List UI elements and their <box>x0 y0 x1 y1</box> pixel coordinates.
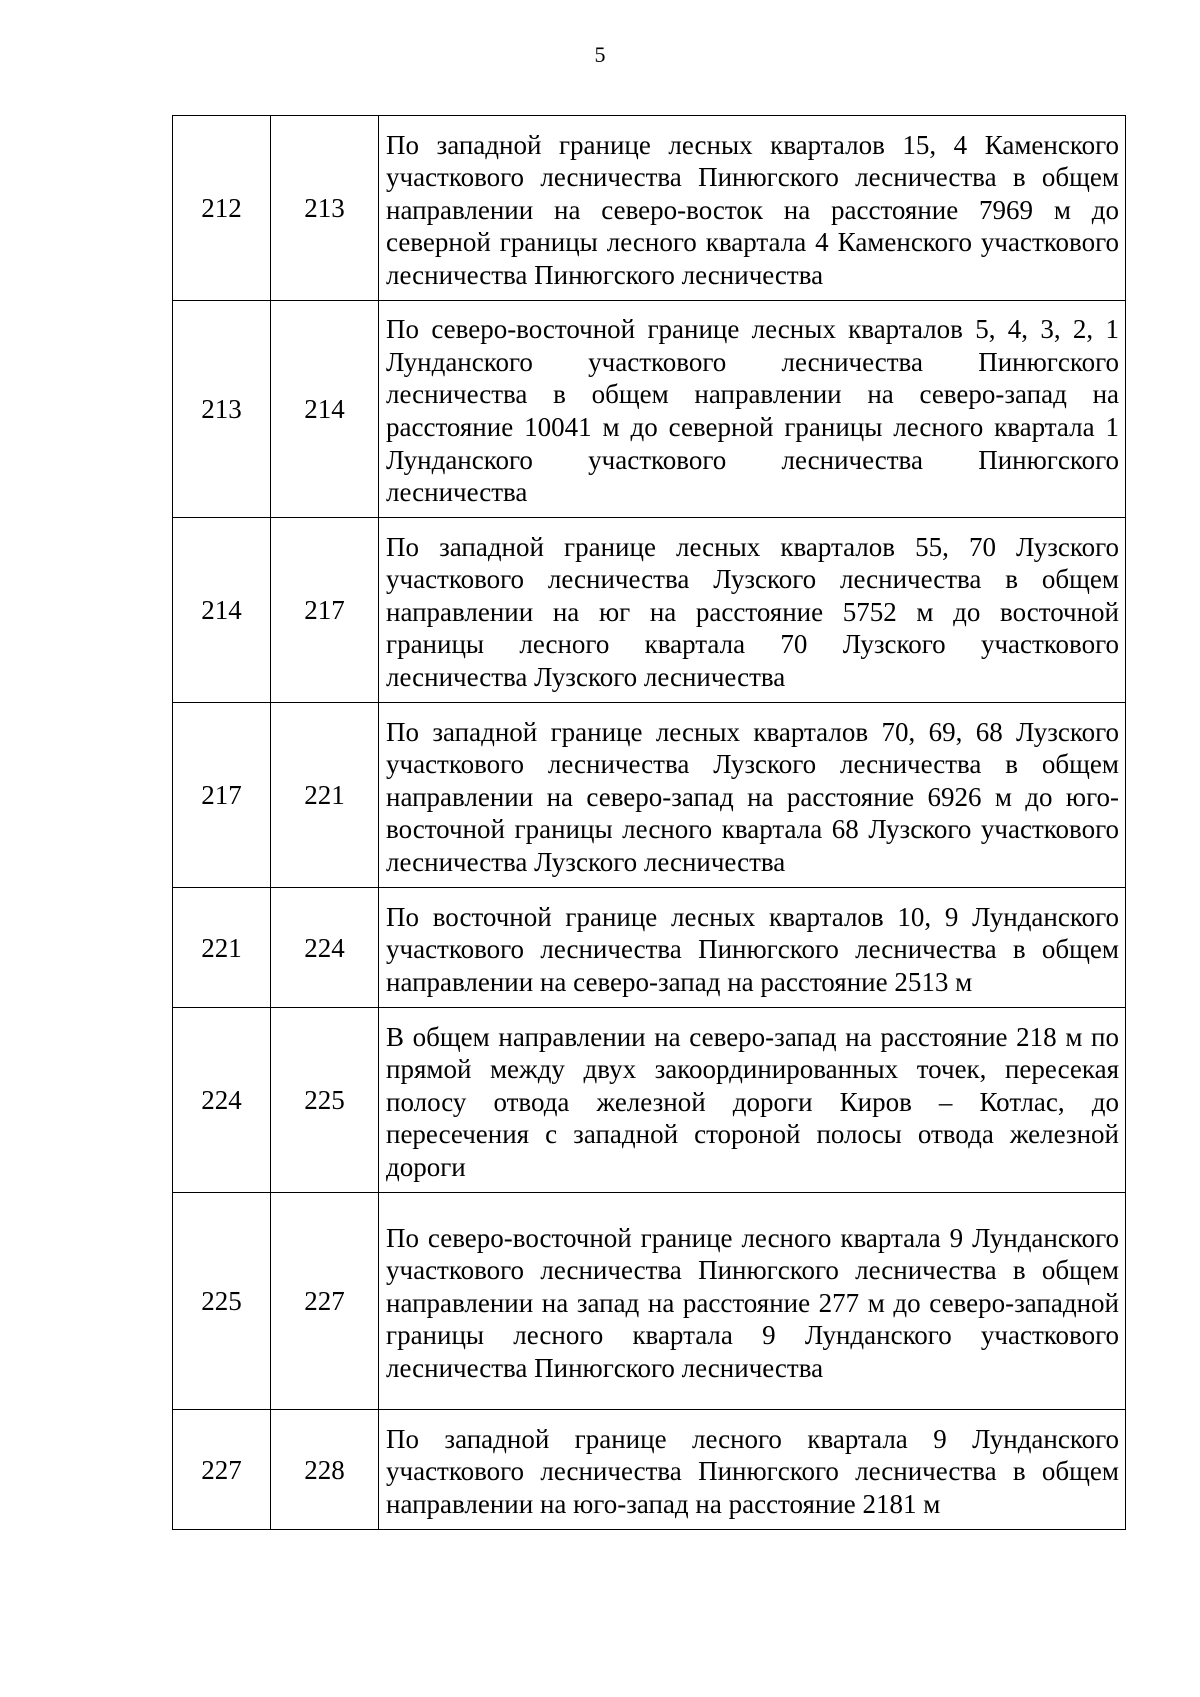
boundary-table <box>172 115 1126 1530</box>
to-point-cell: 213 <box>271 116 379 301</box>
table-row <box>173 1193 1126 1410</box>
from-point-cell: 221 <box>173 888 271 1008</box>
page-number: 5 <box>594 42 606 67</box>
table-row <box>173 703 1126 888</box>
table-row <box>173 116 1126 301</box>
from-point-cell: 224 <box>173 1008 271 1193</box>
from-point-cell: 214 <box>173 518 271 703</box>
to-point-cell: 225 <box>271 1008 379 1193</box>
description-cell: В общем направлении на северо-запад на расстояние 218 м по прямой между двух закоординированных точек, пересекая полосу отвода железной дороги Киров – Котлас, до пересечения с западной стороной полосы отвода железной дороги <box>379 1008 1126 1193</box>
from-point-cell: 212 <box>173 116 271 301</box>
table-row <box>173 518 1126 703</box>
description-cell: По западной границе лесных кварталов 15, 4 Каменского участкового лесничества Пинюгского лесничества в общем направлении на северо-восток на расстояние 7969 м до северной границы лесного квартала 4 Каменского участкового лесничества Пинюгского лесничества <box>379 116 1126 301</box>
to-point-cell: 224 <box>271 888 379 1008</box>
from-point-cell: 227 <box>173 1410 271 1530</box>
description-cell: По северо-восточной границе лесных кварталов 5, 4, 3, 2, 1 Лунданского участкового лесничества Пинюгского лесничества в общем направлении на северо-запад на расстояние 10041 м до северной границы лесного квартала 1 Лунданского участкового лесничества Пинюгского лесничества <box>379 301 1126 518</box>
to-point-cell: 214 <box>271 301 379 518</box>
to-point-cell: 228 <box>271 1410 379 1530</box>
to-point-cell: 217 <box>271 518 379 703</box>
from-point-cell: 225 <box>173 1193 271 1410</box>
table-row <box>173 888 1126 1008</box>
description-cell: По северо-восточной границе лесного квартала 9 Лунданского участкового лесничества Пинюгского лесничества в общем направлении на запад на расстояние 277 м до северо-западной границы лесного квартала 9 Лунданского участкового лесничества Пинюгского лесничества <box>379 1193 1126 1410</box>
to-point-cell: 227 <box>271 1193 379 1410</box>
description-cell: По восточной границе лесных кварталов 10, 9 Лунданского участкового лесничества Пинюгского лесничества в общем направлении на северо-запад на расстояние 2513 м <box>379 888 1126 1008</box>
description-cell: По западной границе лесного квартала 9 Лунданского участкового лесничества Пинюгского лесничества в общем направлении на юго-запад на расстояние 2181 м <box>379 1410 1126 1530</box>
to-point-cell: 221 <box>271 703 379 888</box>
from-point-cell: 217 <box>173 703 271 888</box>
table-row <box>173 301 1126 518</box>
description-cell: По западной границе лесных кварталов 70, 69, 68 Лузского участкового лесничества Лузского лесничества в общем направлении на северо-запад на расстояние 6926 м до юго-восточной границы лесного квартала 68 Лузского участкового лесничества Лузского лесничества <box>379 703 1126 888</box>
from-point-cell: 213 <box>173 301 271 518</box>
description-cell: По западной границе лесных кварталов 55, 70 Лузского участкового лесничества Лузского лесничества в общем направлении на юг на расстояние 5752 м до восточной границы лесного квартала 70 Лузского участкового лесничества Лузского лесничества <box>379 518 1126 703</box>
table-row <box>173 1008 1126 1193</box>
table-row <box>173 1410 1126 1530</box>
